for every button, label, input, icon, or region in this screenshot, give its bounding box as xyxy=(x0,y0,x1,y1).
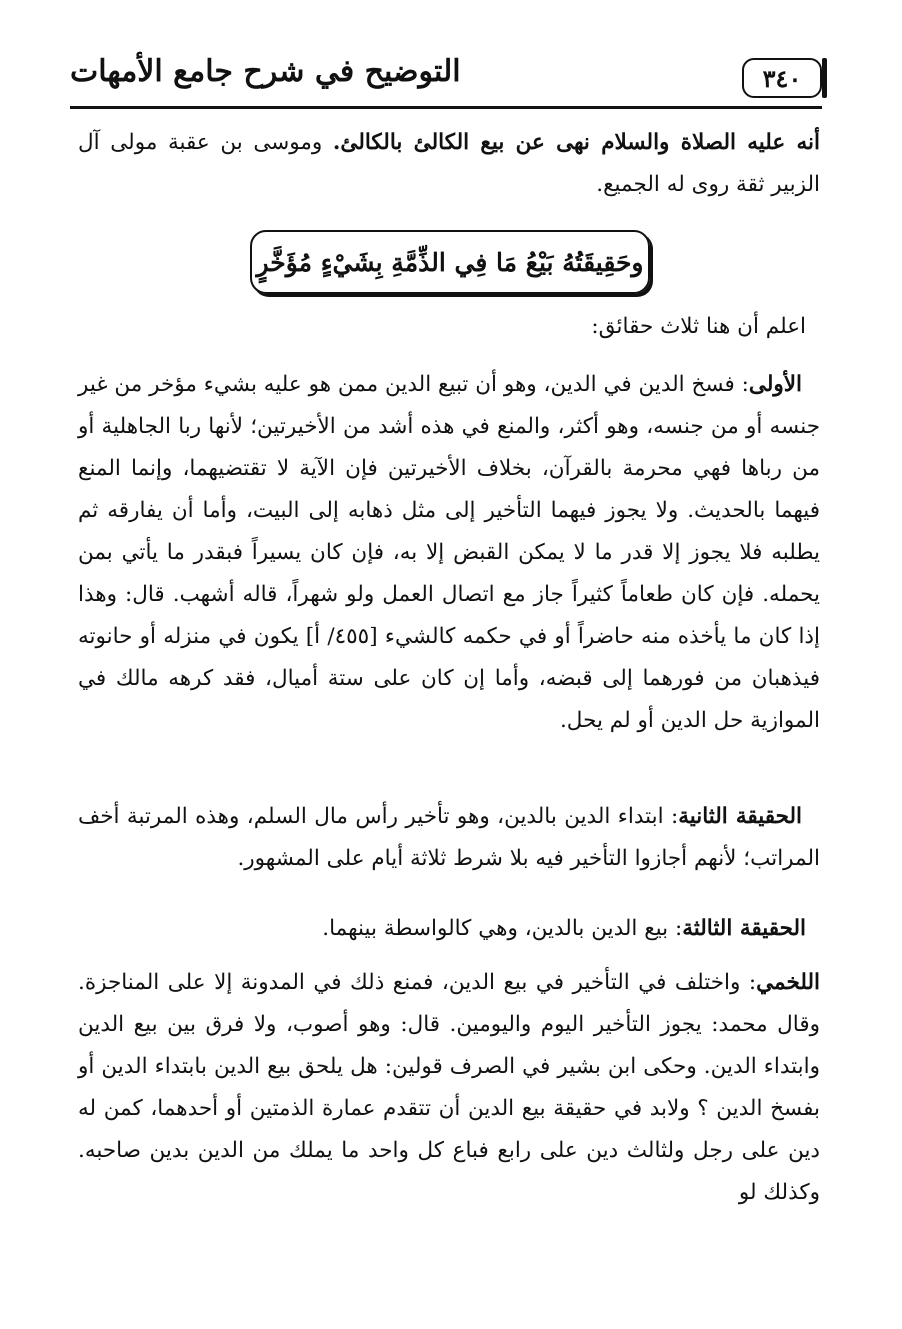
paragraph-text: : واختلف في التأخير في بيع الدين، فمنع ذلك في المدونة إلا على المناجزة. وقال محمد: يجوز التأخير اليوم واليومين. قال: وهو أصوب، ولا فرق بين بيع الدين وابتداء الدين. وحكى ابن بشير في الصرف قولين: هل يلحق بيع الدين بابتداء الدين أو بفسخ الدين ؟ ولابد في حقيقة بيع الدين أن تتقدم عمارة الذمتين أو أحدهما، كمن له دين على رجل ولثالث دين على رابع فباع كل واحد ما يملك من الدين بدين صاحبه. وكذلك لو xyxy=(78,970,820,1205)
paragraph-label: اللخمي xyxy=(756,970,820,995)
section-heading: وحَقِيقَتُهُ بَيْعُ مَا فِي الذِّمَّةِ بِشَيْءٍ مُؤَخَّرٍ xyxy=(256,247,644,277)
hadith-quote: أنه عليه الصلاة والسلام نهى عن بيع الكالئ بالكالئ. xyxy=(332,130,821,155)
page-number-box xyxy=(742,58,822,98)
paragraph-text: اعلم أن هنا ثلاث حقائق: xyxy=(591,314,806,339)
header-rule xyxy=(70,106,822,109)
paragraph-text: : فسخ الدين في الدين، وهو أن تبيع الدين ممن هو عليه بشيء مؤخر من غير جنسه أو من جنسه، وهو أكثر، والمنع في هذه أشد من الأخيرتين؛ لأنها ربا الجاهلية أو من رباها فهي محرمة بالقرآن، بخلاف الأخيرتين فإن الآية لا تقتضيهما، وإنما المنع فيهما بالحديث. ولا يجوز فيهما التأخير إلى مثل ذهابه إلى البيت، وأما أن يفارقه ثم يطلبه فلا يجوز إلا قدر ما لا يمكن القبض إلا به، فإن كان يسيراً فبقدر ما يأتي بمن يحمله. فإن كان طعاماً كثيراً جاز مع اتصال العمل ولو شهراً، قاله أشهب. قال: وهذا إذا كان ما يأخذه منه حاضراً أو في حكمه كالشيء [٤٥٥/ أ] يكون في منزله أو حانوته فيذهبان من فورهما إلى قبضه، وأما إن كان على ستة أميال، فقد كرهه مالك في الموازية حل الدين أو لم يحل. xyxy=(78,372,820,733)
page-number: ٣٤٠ xyxy=(762,63,802,93)
paragraph-first-reality xyxy=(78,364,820,742)
paragraph-third-reality xyxy=(322,908,806,950)
paragraph-intro xyxy=(591,306,806,348)
paragraph-second-reality xyxy=(78,796,820,880)
paragraph-label: الحقيقة الثالثة xyxy=(682,916,806,941)
running-title: التوضيح في شرح جامع الأمهات xyxy=(70,54,461,89)
paragraph-label: الأولى xyxy=(748,372,802,397)
paragraph-hadith xyxy=(78,122,820,206)
paragraph-label: الحقيقة الثانية xyxy=(678,804,802,829)
page-header xyxy=(70,50,822,108)
paragraph-text: : بيع الدين بالدين، وهي كالواسطة بينهما. xyxy=(322,916,683,941)
paragraph-text: : ابتداء الدين بالدين، وهو تأخير رأس مال السلم، وهذه المرتبة أخف المراتب؛ لأنهم أجازوا التأخير فيه بلا شرط ثلاثة أيام على المشهور. xyxy=(78,804,820,871)
paragraph-text: وموسى بن عقبة مولى آل الزبير ثقة روى له الجميع. xyxy=(78,130,820,197)
section-heading-box xyxy=(250,230,650,294)
paragraph-lakhmi xyxy=(78,962,820,1214)
